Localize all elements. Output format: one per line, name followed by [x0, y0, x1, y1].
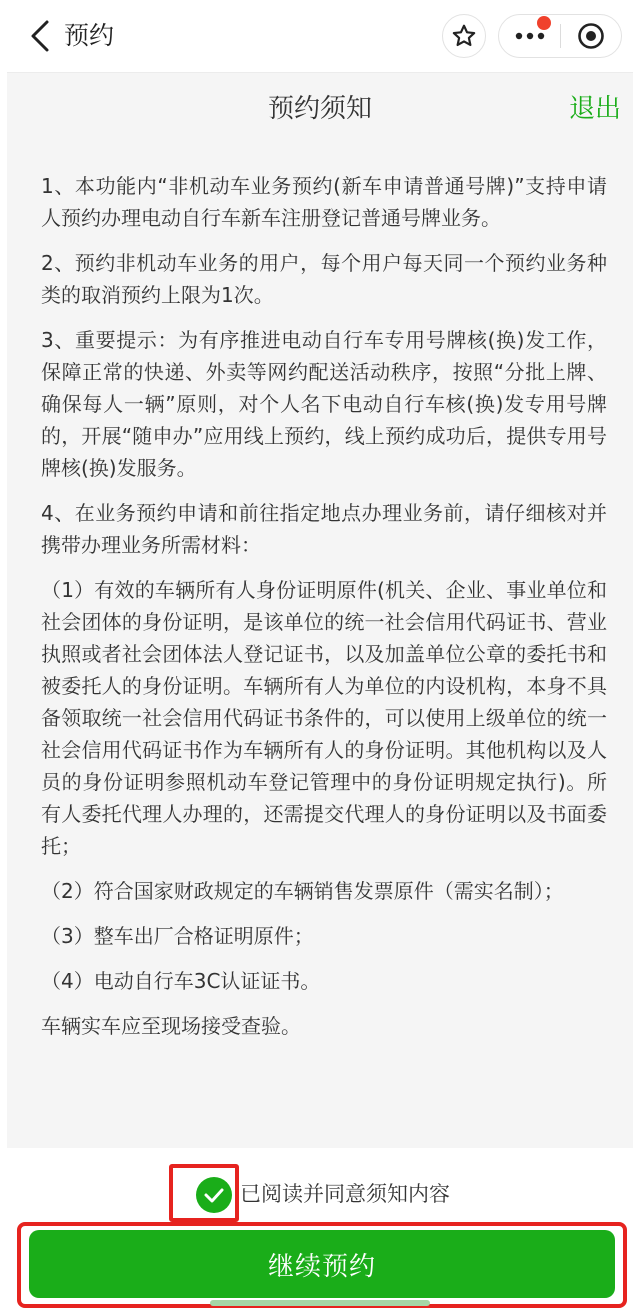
notice-paragraph: （1）有效的车辆所有人身份证明原件(机关、企业、事业单位和社会团体的身份证明，是该单位的统一社会信用代码证书、营业执照或者社会团体法人登记证书，以及加盖单位公章的委托书和被委托人的身份证明。车辆所有人为单位的内设机构，本身不具备领取统一社会信用代码证书条件的，可以使用上级单位的统一社会信用代码证书作为车辆所有人的身份证明。其他机构以及人员的身份证明参照机动车登记管理中的身份证明规定执行)。所有人委托代理人办理的，还需提交代理人的身份证明以及书面委托；	[41, 578, 607, 858]
close-miniprogram-button[interactable]	[561, 14, 621, 58]
page-header	[7, 72, 633, 144]
notice-paragraph: 1、本功能内“非机动车业务预约(新车申请普通号牌)”支持申请人预约办理电动自行车新车注册登记普通号牌业务。	[41, 174, 607, 230]
notice-paragraph: （2）符合国家财政规定的车辆销售发票原件（需实名制）；	[41, 879, 564, 903]
back-button[interactable]	[20, 16, 60, 56]
notice-paragraph: 4、在业务预约申请和前往指定地点办理业务前，请仔细核对并携带办理业务所需材料：	[41, 501, 607, 557]
notice-paragraph: （4）电动自行车3C认证证书。	[41, 969, 321, 993]
notice-paragraph: 2、预约非机动车业务的用户，每个用户每天同一个预约业务种类的取消预约上限为1次。	[41, 251, 607, 307]
top-bar	[0, 0, 640, 72]
notice-paragraph: 3、重要提示：为有序推进电动自行车专用号牌核(换)发工作，保障正常的快递、外卖等网约配送活动秩序，按照“分批上牌、确保每人一辆”原则，对个人名下电动自行车核(换)发专用号牌的，开展“随申办”应用线上预约，线上预约成功后，提供专用号牌核(换)发服务。	[41, 328, 607, 480]
agree-label[interactable]: 已阅读并同意须知内容	[240, 1182, 450, 1206]
more-dots-icon	[515, 32, 545, 40]
checkmark-icon	[203, 1186, 225, 1204]
favorite-button[interactable]	[442, 14, 486, 58]
topbar-title: 预约	[64, 21, 115, 50]
target-circle-icon	[577, 22, 605, 50]
notice-paragraph: （3）整车出厂合格证明原件；	[41, 924, 314, 948]
notification-dot	[537, 16, 551, 30]
star-icon	[451, 23, 477, 49]
notice-paragraph: 车辆实车应至现场接受查验。	[41, 1014, 301, 1038]
continue-reservation-button[interactable]: 继续预约	[29, 1230, 615, 1298]
agree-checkbox[interactable]	[196, 1177, 232, 1213]
notice-content	[7, 144, 633, 1148]
capsule-menu	[498, 14, 622, 58]
page-title: 预约须知	[267, 94, 372, 124]
more-button[interactable]	[499, 14, 560, 58]
chevron-left-icon	[29, 19, 51, 53]
home-indicator	[210, 1300, 430, 1306]
exit-button[interactable]: 退出	[568, 94, 621, 124]
